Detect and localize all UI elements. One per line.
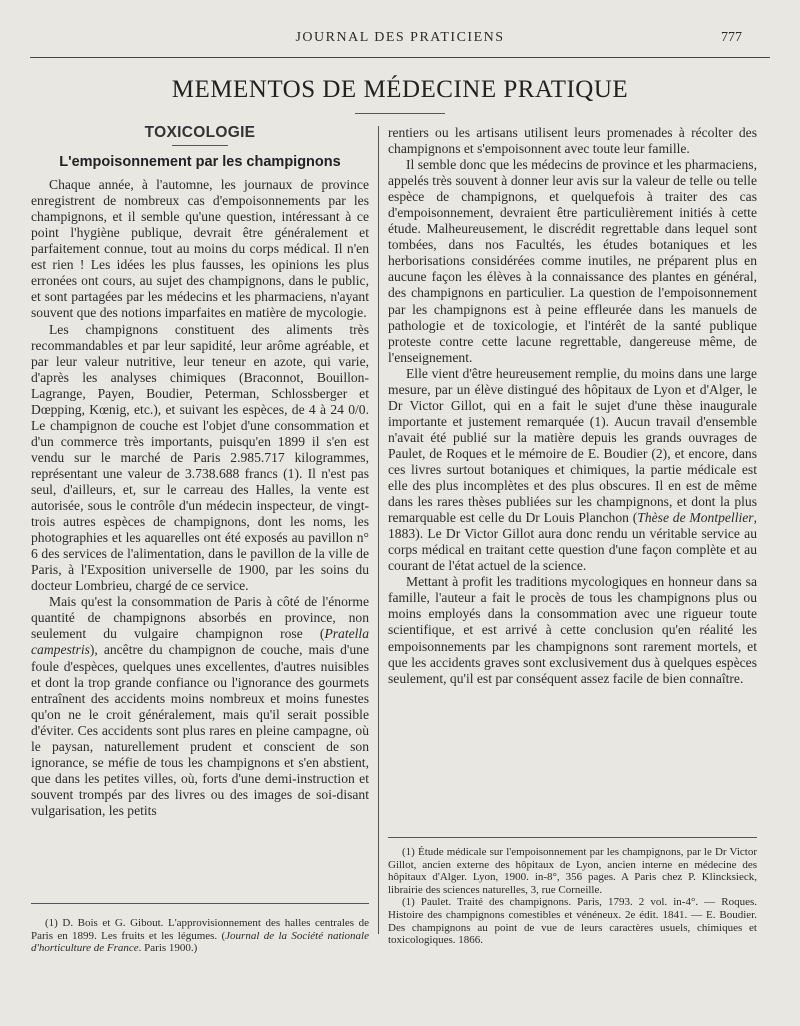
italic-journal-title: Journal de la Société nationale d'horticulture de France [31, 929, 369, 955]
paragraph: Les champignons constituent des aliments très recommandables et par leur sapidité, leur arôme agréable, et par leur valeur nutritive, leur teneur en azote, qui varie, d'après les analyses chimiques (Braconnot, Bouillon-Lagrange, Payen, Boudier, Peterman, Schlossberger et Dœpping, Kœnig, etc.), et suivant les espèces, de 4 à 24 0/0. Le champignon de couche est l'objet d'une consommation et d'un commerce très importants, puisqu'en 1899 il s'en est vendu sur le marché de Paris 2.985.717 kilogrammes, représentant une valeur de 3.738.688 francs (1). Il n'est pas seul, d'ailleurs, et, sur le carreau des Halles, la vente est autorisée, sous le contrôle d'un médecin inspecteur, de vingt-trois autres espèces de champignons, dont les noms, les photographies et les aquarelles ont été exposés au pavillon n° 6 des services de l'alimentation, dans le pavillon de la ville de Paris, à l'Exposition universelle de 1900, par les soins du docteur Lombrieu, chargé de ce service. [31, 321, 369, 594]
rubric-heading: TOXICOLOGIE [144, 124, 256, 141]
paragraph: Il semble donc que les médecins de province et les pharmaciens, appelés très souvent à donner leur avis sur la valeur de telle ou telle espèce de champignons, et quelquefois à traiter des cas d'empoisonnement, devraient être particulièrement initiés à cette étude. Malheureusement, le discrédit regrettable dans lequel sont tombées, dans nos Facultés, les études botaniques et les herborisations considérées comme inutiles, ne préparent plus en aucune façon les élèves à la connaissance des plantes en général, des champignons en particulier. La question de l'empoisonnement par les champignons est à peine effleurée dans les manuels de pathologie et de toxicologie, et l'intérêt de la santé publique proteste contre cette lacune regrettable, dangereuse même, de l'enseignement. [388, 157, 757, 365]
column-divider [378, 126, 379, 934]
title-rule [355, 113, 445, 114]
running-header [30, 30, 770, 52]
italic-thesis-title: Thèse de Montpellier [637, 510, 754, 526]
italic-species-name: Pratella campestris [31, 626, 369, 658]
paragraph-text: , 1883). Le Dr Victor Gillot aura donc rendu un véritable service au corps médical en traitant cette question d'une façon complète et au courant de l'état actuel de la science. [388, 510, 757, 574]
paragraph [31, 594, 369, 819]
running-title: JOURNAL DES PRATICIENS [295, 30, 505, 45]
paragraph: Mettant à profit les traditions mycologiques en honneur dans sa famille, l'auteur a fait le procès de tous les champignons plus ou moins employés dans la consommation avec une rigueur toute scientifique, et est arrivé à cette conclusion qu'en réalité les empoisonnements par les champignons sont rarement mortels, et que les accidents graves sont exclusivement dus à quelques espèces seulement, qu'il est par conséquent assez facile de bien connaître. [388, 574, 757, 686]
page-number: 777 [721, 30, 742, 45]
footnote [31, 917, 369, 955]
left-column [31, 120, 369, 819]
paragraph: Chaque année, à l'automne, les journaux de province enregistrent de nombreux cas d'empoisonnements par les champignons, et il semble qu'une question, intéressant à ce point l'hygiène publique, devrait être généralement et parfaitement connue, tout au moins du corps médical. Il n'en est rien ! Les idées les plus fausses, les opinions les plus erronées ont cours, au sujet des champignons, dans le public, et sont partagées par les médecins et les pharmaciens, n'ayant souvent que des notions imparfaites en matière de mycologie. [31, 177, 369, 321]
paragraph-text: Mais qu'est la consommation de Paris à côté de l'énorme quantité de champignons absorbés en province, non seulement du vulgaire champignon rose ( [31, 594, 369, 642]
paragraph [388, 366, 757, 575]
article-title: L'empoisonnement par les champignons [59, 154, 341, 171]
footnote-text: . Paris 1900.) [138, 942, 198, 955]
right-column [388, 125, 757, 687]
footnote: (1) Paulet. Traité des champignons. Paris, 1793. 2 vol. in-4°. — Roques. Histoire des champignons comestibles et vénéneux. 2e édit. 1841. — E. Boudier. Des champignons au point de vue de leurs caractères usuels, chimiques et toxicologiques. 1866. [388, 896, 757, 947]
footnote-rule-right [388, 837, 757, 838]
paragraph-text: ), ancêtre du champignon de couche, mais d'une foule d'espèces, quelques unes excellentes, d'autres nuisibles et dont la trop grande confiance ou l'ignorance des gourmets entraînent des accidents moins nombreux et moins funestes qu'on ne le croit généralement, mais qu'il serait possible d'éviter. Ces accidents sont plus rares en pleine campagne, où le paysan, naturellement prudent et conscient de son ignorance, se méfie de tous les champignons et s'en abstient, que dans les petites villes, où, forts d'une demi-instruction et souvent trompés par des livres ou des images de soi-disant vulgarisation, les petits [31, 642, 369, 818]
header-rule [30, 57, 770, 58]
footnote: (1) Étude médicale sur l'empoisonnement par les champignons, par le Dr Victor Gillot, ancien externe des hôpitaux de Lyon, ancien interne en médecine des hôpitaux d'Alger. Lyon, 1900. in-8°, 356 pages. A Paris chez P. Klincksieck, librairie des sciences naturelles, 3, rue Corneille. [388, 846, 757, 896]
section-title: MEMENTOS DE MÉDECINE PRATIQUE [171, 76, 629, 103]
footnote-rule-left [31, 903, 369, 904]
footnotes-left [31, 917, 369, 955]
paragraph: rentiers ou les artisans utilisent leurs promenades à récolter des champignons et s'empoisonnent avec toute leur famille. [388, 125, 757, 157]
paragraph-text: Elle vient d'être heureusement remplie, du moins dans une large mesure, par un élève distingué des hôpitaux de Lyon et d'Alger, le Dr Victor Gillot, qui en a fait le sujet d'une thèse inaugurale importante et justement remarquée (1). Aucun travail d'ensemble n'avait été publié sur la matière depuis les grands ouvrages de Paulet, de Roques et le mémoire de E. Boudier (2), et encore, dans ces livres surtout botaniques et chimiques, la partie médicale est elle des plus incomplètes et des plus obscures. Il en est de même dans les rares thèses publiées sur les champignons, et dont la plus remarquable est celle du Dr Louis Planchon ( [388, 365, 757, 526]
footnote-text: (1) D. Bois et G. Gibout. L'approvisionnement des halles centrales de Paris en 1899. Les fruits et les légumes. ( [31, 917, 369, 942]
footnotes-right [388, 846, 757, 947]
rubric-rule [172, 145, 228, 146]
